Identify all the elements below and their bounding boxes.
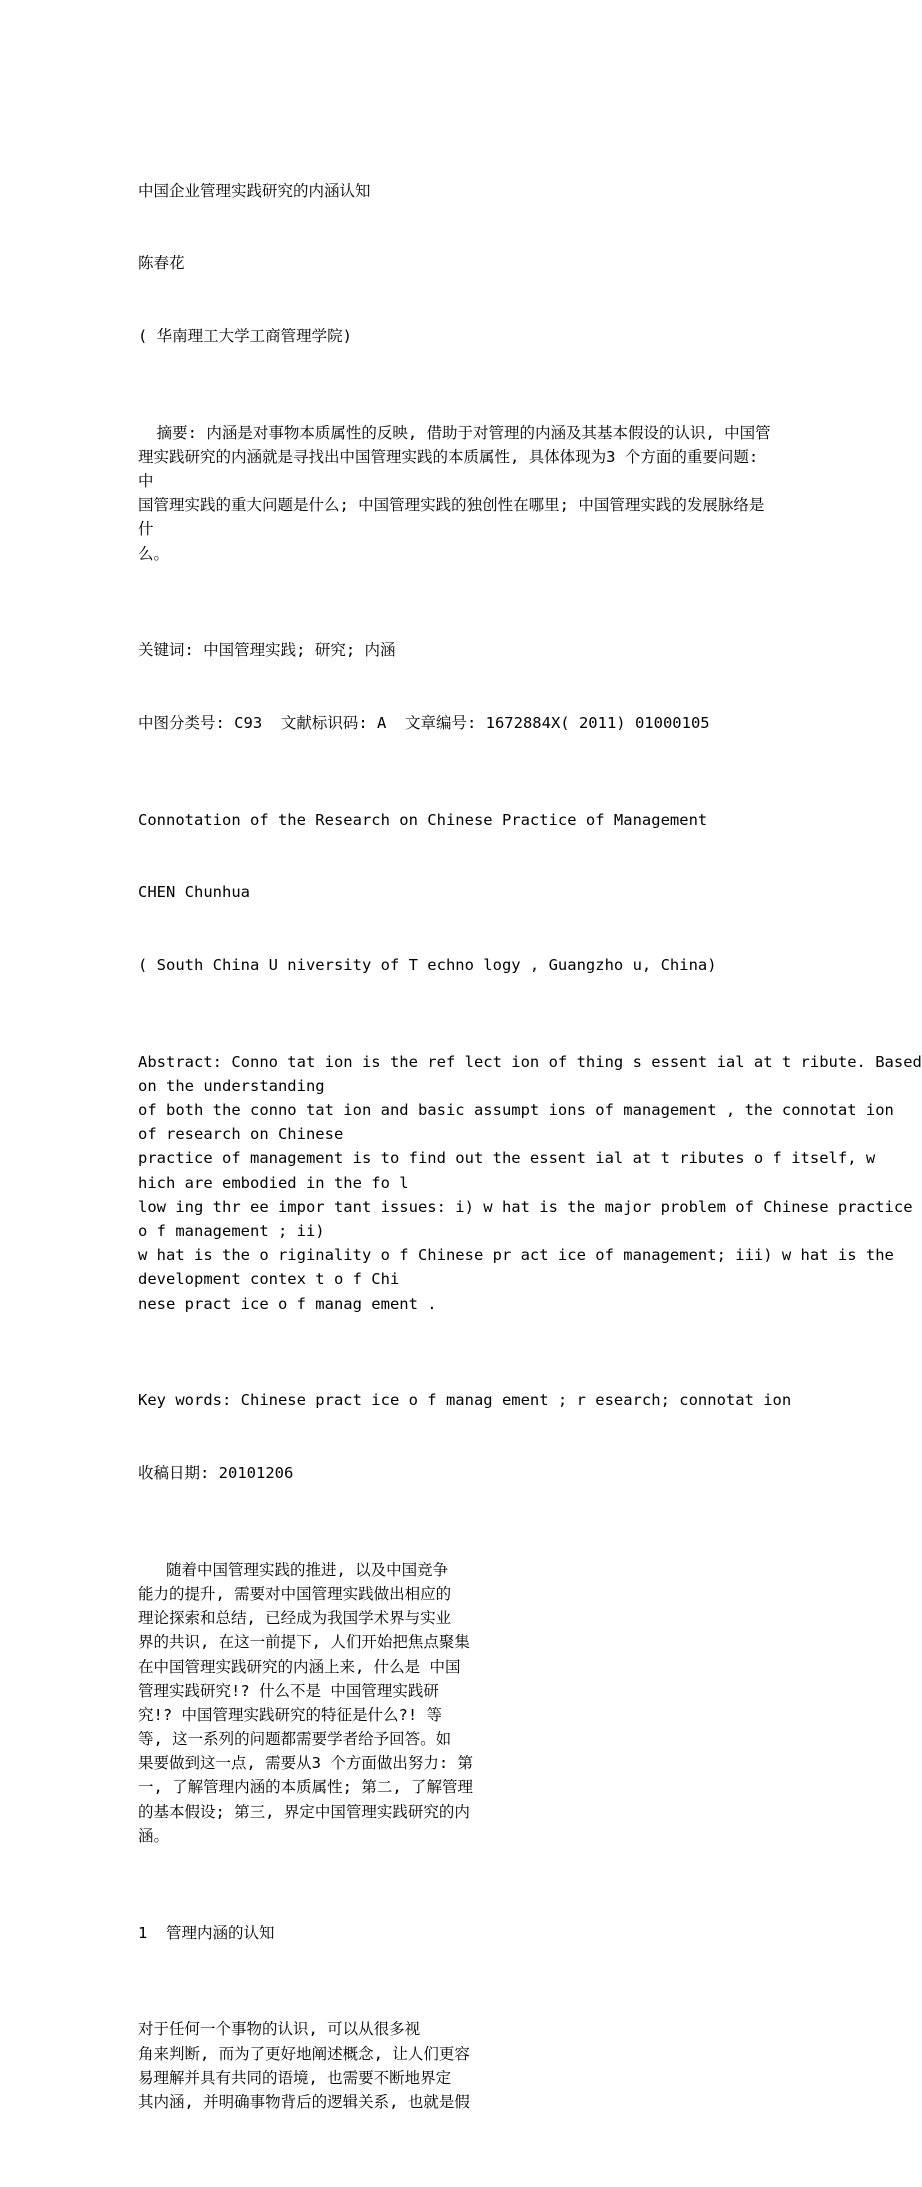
text-line: 随着中国管理实践的推进, 以及中国竞争: [138, 1560, 449, 1579]
document-content: [138, 106, 922, 2187]
section1-heading: 1 管理内涵的认知: [138, 1923, 275, 1942]
text-line: of both the conno tat ion and basic assumpt ions of management , the connotat ion: [138, 1101, 894, 1120]
text-line: 在中国管理实践研究的内涵上来, 什么是 中国: [138, 1657, 461, 1676]
text-line: 对于任何一个事物的认识, 可以从很多视: [138, 2020, 421, 2039]
text-line: on the understanding: [138, 1076, 325, 1095]
text-line: 其内涵, 并明确事物背后的逻辑关系, 也就是假: [138, 2092, 470, 2111]
text-line: development contex t o f Chi: [138, 1270, 400, 1289]
doc-author-cn: 陈春花: [138, 254, 185, 273]
text-line: w hat is the o riginality o f Chinese pr act ice of management; iii) w hat is the: [138, 1246, 894, 1265]
introduction-block: [138, 1558, 838, 1848]
doc-affiliation-cn: ( 华南理工大学工商管理学院): [138, 326, 352, 345]
text-line: practice of management is to find out the essent ial at t ributes o f itself, w: [138, 1149, 876, 1168]
classification-line: 中图分类号: C93 文献标识码: A 文章编号: 1672884X( 2011) 01000105: [138, 713, 710, 732]
doc-author-en: CHEN Chunhua: [138, 883, 250, 902]
doc-title-en: Connotation of the Research on Chinese Practice of Management: [138, 810, 708, 829]
keywords-en: Key words: Chinese pract ice o f manag ement ; r esearch; connotat ion: [138, 1391, 792, 1410]
keywords-cn: 关键词: 中国管理实践; 研究; 内涵: [138, 641, 396, 660]
text-line: o f management ; ii): [138, 1222, 325, 1241]
text-line: nese pract ice o f manag ement .: [138, 1294, 437, 1313]
section1-block: [138, 2017, 838, 2114]
text-line: 国管理实践的重大问题是什么; 中国管理实践的独创性在哪里; 中国管理实践的发展脉络是: [138, 496, 765, 515]
abstract-cn-block: [138, 421, 838, 566]
text-line: 能力的提升, 需要对中国管理实践做出相应的: [138, 1584, 452, 1603]
text-line: 界的共识, 在这一前提下, 人们开始把焦点聚集: [138, 1633, 470, 1652]
text-line: 管理实践研究!? 什么不是 中国管理实践研: [138, 1681, 439, 1700]
text-line: 中: [138, 471, 154, 490]
text-line: hich are embodied in the fo l: [138, 1173, 409, 1192]
text-line: 等, 这一系列的问题都需要学者给予回答。如: [138, 1730, 452, 1749]
text-line: of research on Chinese: [138, 1125, 344, 1144]
received-date: 收稿日期: 20101206: [138, 1463, 294, 1482]
abstract-en-block: [138, 1050, 922, 1316]
doc-affiliation-en: ( South China U niversity of T echno logy , Guangzho u, China): [138, 955, 717, 974]
text-line: 什: [138, 520, 154, 539]
text-line: 一, 了解管理内涵的本质属性; 第二, 了解管理: [138, 1778, 473, 1797]
text-line: 究!? 中国管理实践研究的特征是什么?! 等: [138, 1705, 442, 1724]
text-line: 理论探索和总结, 已经成为我国学术界与实业: [138, 1609, 452, 1628]
text-line: Abstract: Conno tat ion is the ref lect ion of thing s essent ial at t ribute. Based: [138, 1052, 922, 1071]
text-line: 理实践研究的内涵就是寻找出中国管理实践的本质属性, 具体体现为3 个方面的重要问题:: [138, 447, 759, 466]
text-line: 易理解并具有共同的语境, 也需要不断地界定: [138, 2068, 452, 2087]
text-line: 涵。: [138, 1826, 170, 1845]
text-line: 么。: [138, 544, 170, 563]
text-line: 果要做到这一点, 需要从3 个方面做出努力: 第: [138, 1754, 473, 1773]
text-line: 角来判断, 而为了更好地阐述概念, 让人们更容: [138, 2044, 470, 2063]
text-line: low ing thr ee impor tant issues: i) w hat is the major problem of Chinese practice: [138, 1197, 913, 1216]
text-line: 摘要: 内涵是对事物本质属性的反映, 借助于对管理的内涵及其基本假设的认识, 中国管: [138, 423, 771, 442]
text-line: 的基本假设; 第三, 界定中国管理实践研究的内: [138, 1802, 470, 1821]
doc-title-cn: 中国企业管理实践研究的内涵认知: [138, 181, 371, 200]
